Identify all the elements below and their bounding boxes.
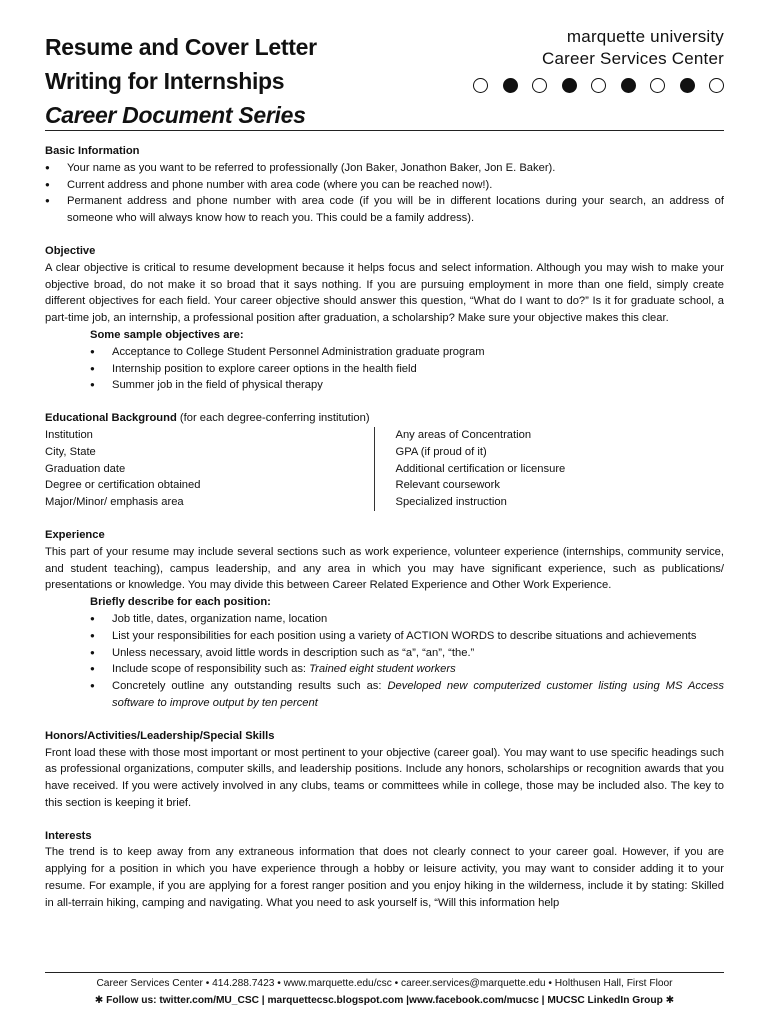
title-line-2: Writing for Internships [45,68,285,94]
list-item [90,661,724,678]
edu-item: Additional certification or licensure [395,462,566,475]
edu-item: Specialized instruction [395,496,507,509]
list-item: ● Current address and phone number with area code (where you can be reached now!). [45,177,724,194]
edu-item: Degree or certification obtained [45,479,201,492]
page-footer [45,972,724,1009]
university-name: marquette university [566,27,724,46]
honors-paragraph: Front load these with those most important or most pertinent to your objective (career goal). You may want to use specific headings such as professional organizations, computer skills, and leadership positions. Include any honors, scholarships or recognition awards that you have received. If you were actively involved in any clubs, teams or committees while in college, those may be included also. The key to this section is keeping it brief. [45,746,724,809]
list-item: ● Your name as you want to be referred to professionally (Jon Baker, Jonathon Baker, Jon E. Baker). [45,160,724,177]
education-right-column [375,427,725,511]
experience-sub-heading: Briefly describe for each position: [90,596,271,609]
item-text: Include scope of responsibility such as: [112,663,310,676]
document-title-block [45,30,445,132]
hollow-dot-icon [532,78,547,93]
item-example: Trained eight student workers [309,663,456,676]
university-brand [473,26,724,93]
objective-samples [45,327,724,394]
objective-paragraph: A clear objective is critical to resume development because it helps focus and select information. Although you may wish to make your objective broad, do not make it so broad that it says nothing. If you are pursuing employment in more than one field, simply create different objectives for each field. Your career objective should answer this question, “What do I want to do?” Is it for graduate school, a part-time job, an internship, a professional position after graduation, a scholarship? Make sure your objective makes this clear. [45,261,724,325]
edu-item: Any areas of Concentration [395,428,532,441]
brand-dots [473,78,724,93]
section-heading-honors: Honors/Activities/Leadership/Special Skills [45,729,275,742]
list-item: ● Unless necessary, avoid little words in description such as “a”, “an”, “the.” [90,645,724,662]
center-name: Career Services Center [541,49,724,68]
filled-dot-icon [621,78,636,93]
edu-item: GPA (if proud of it) [395,445,487,458]
list-item: ● Permanent address and phone number with area code (if you will be in different locations during your search, an address of someone who will always know how to reach you. This could be a family address). [45,193,724,227]
experience-list [90,611,724,712]
hollow-dot-icon [591,78,606,93]
footer-contact-line: Career Services Center • 414.288.7423 • www.marquette.edu/csc • career.services@marquette.edu • Holthusen Hall, First Floor [96,978,673,989]
experience-describe [45,594,724,712]
filled-dot-icon [562,78,577,93]
basic-list [45,160,724,227]
interests-paragraph: The trend is to keep away from any extraneous information that does not clearly connect to your career goal. However, if you are applying for a position in which you have experience through a hobby or leisure activity, you may want to consider adding it to your resume. For example, if you are applying for a forest ranger position and you enjoy hiking in the wilderness, include it by stating: Skilled in all-terrain hiking, camping and navigating. What you need to ask yourself is, “Will this information help [45,846,724,909]
hollow-dot-icon [709,78,724,93]
section-heading-experience: Experience [45,528,105,541]
education-note: (for each degree-conferring institution) [176,412,370,425]
section-heading-basic: Basic Information [45,145,140,157]
objective-sub-heading: Some sample objectives are: [90,328,244,341]
section-heading-education [45,410,724,427]
hollow-dot-icon [473,78,488,93]
edu-item: Major/Minor/ emphasis area [45,496,184,509]
list-item [90,678,724,712]
edu-item: Relevant coursework [395,479,500,492]
edu-item: City, State [45,445,96,458]
series-subtitle: Career Document Series [45,102,306,128]
header-divider [45,130,724,131]
item-text: Concretely outline any outstanding results such as: [112,680,388,693]
education-heading: Educational Background [45,412,177,425]
list-item: ● Job title, dates, organization name, location [90,611,724,628]
education-columns [45,427,724,511]
document-body [45,143,724,912]
list-item: ● Summer job in the field of physical therapy [90,377,724,394]
edu-item: Graduation date [45,462,126,475]
section-heading-interests: Interests [45,829,92,842]
list-item: ● List your responsibilities for each position using a variety of ACTION WORDS to describe situations and achievements [90,628,724,645]
edu-item: Institution [45,428,93,441]
experience-paragraph: This part of your resume may include several sections such as work experience, volunteer experience (internships, community service, and student teaching), campus leadership, and any area in which you may have significant experience, such as publications/ presentations or knowledge. You may divide this between Career Related Experience and Other Work Experience. [45,545,724,592]
section-heading-objective: Objective [45,244,96,257]
hollow-dot-icon [650,78,665,93]
footer-social-line: ✱ Follow us: twitter.com/MU_CSC | marquettecsc.blogspot.com |www.facebook.com/mucsc | MUCSC LinkedIn Group ✱ [94,995,675,1006]
objective-list [90,344,724,394]
filled-dot-icon [680,78,695,93]
title-line-1: Resume and Cover Letter [45,34,317,60]
list-item: ● Internship position to explore career options in the health field [90,361,724,378]
item-example: Developed new computerized customer listing using MS Access software to improve output by ten percent [112,680,724,709]
list-item: ● Acceptance to College Student Personnel Administration graduate program [90,344,724,361]
filled-dot-icon [503,78,518,93]
education-left-column [45,427,375,511]
